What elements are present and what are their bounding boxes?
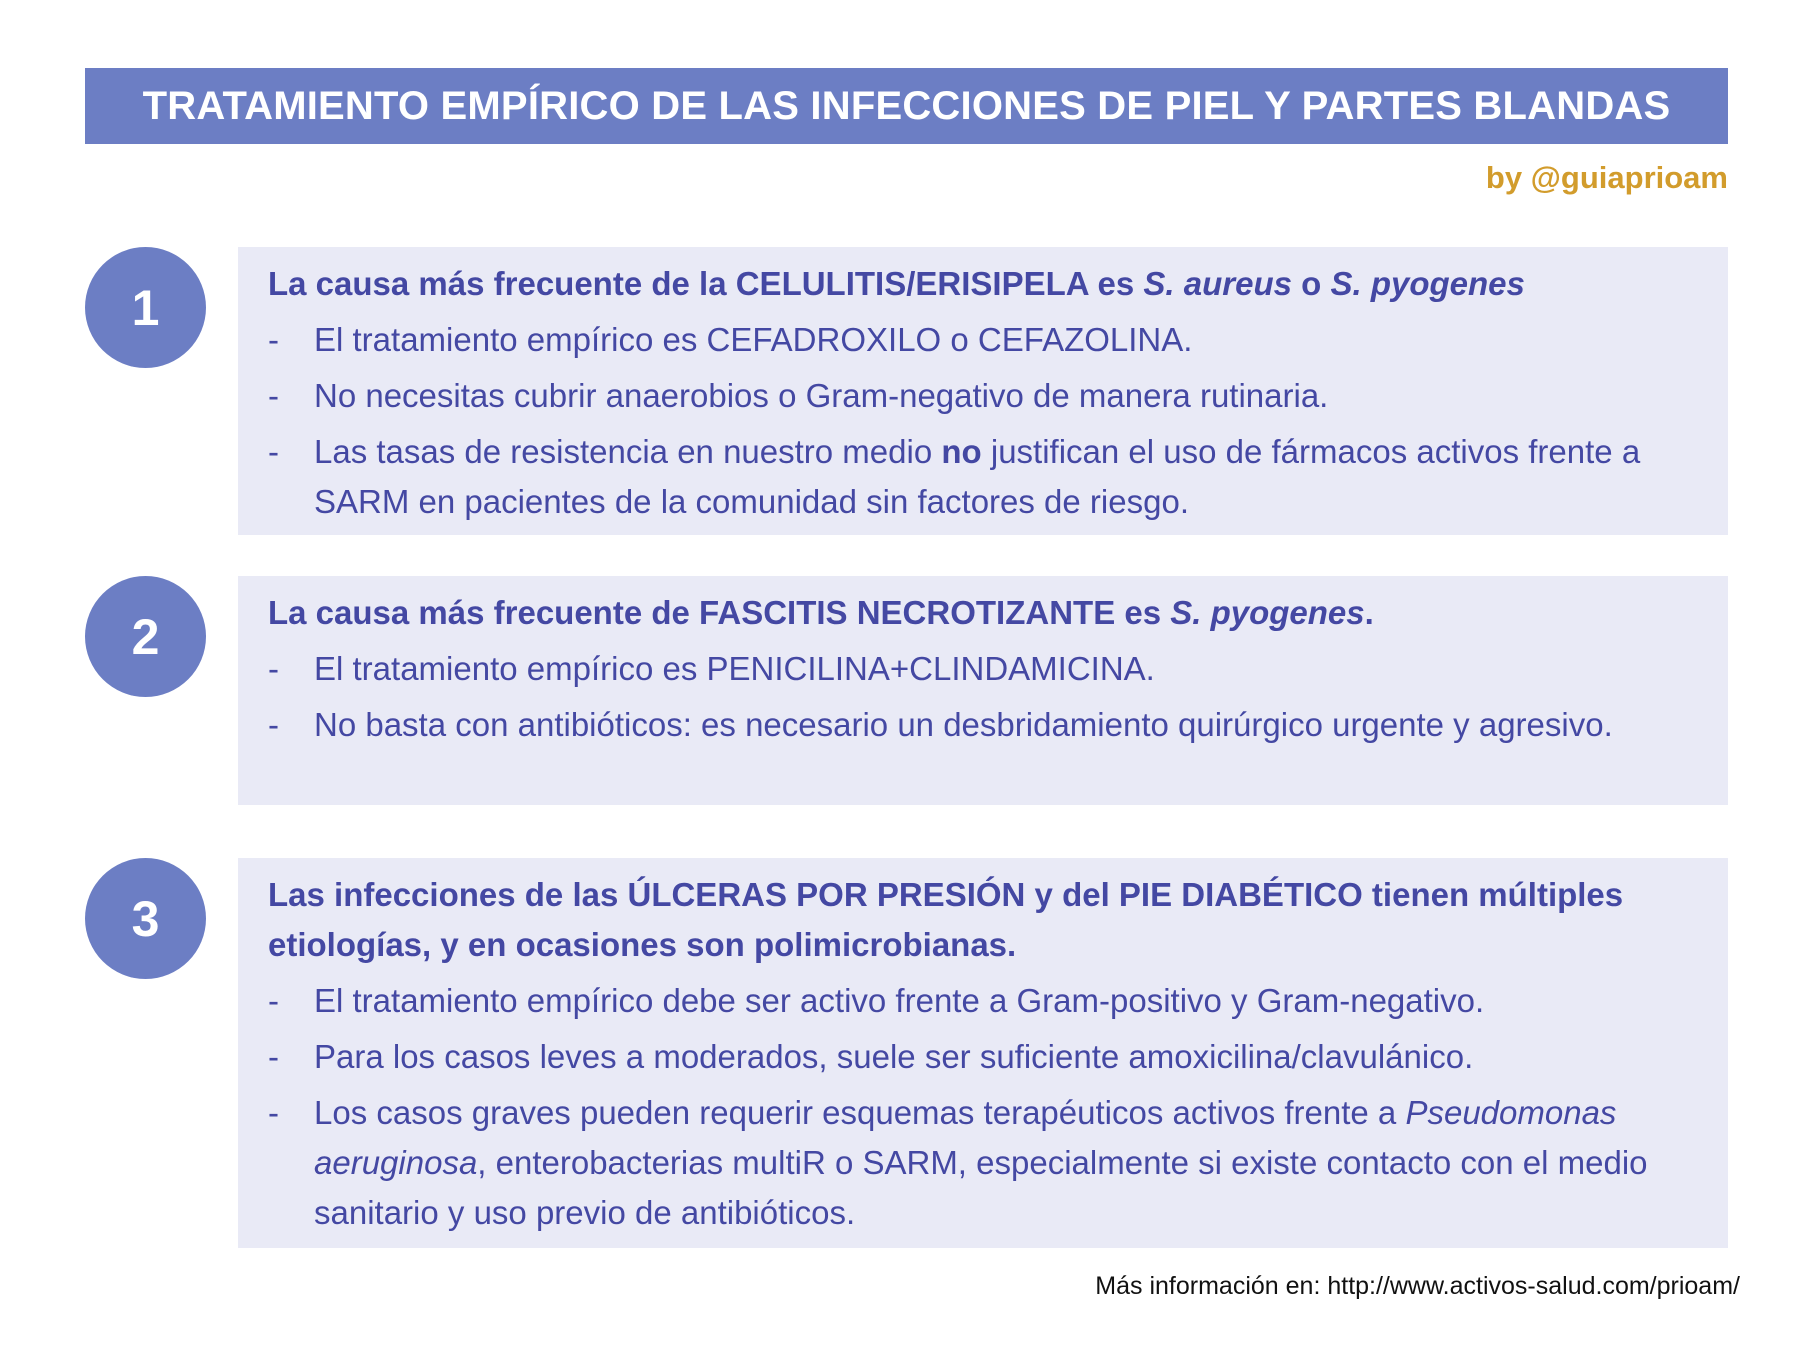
bullet-list [268,644,1704,750]
bullet-list [268,315,1704,527]
list-item: - Las tasas de resistencia en nuestro medio no justifican el uso de fármacos activos frente a SARM en pacientes de la comunidad sin factores de riesgo. [268,433,1641,520]
section-number-badge: 1 [85,247,206,368]
list-item: - No basta con antibióticos: es necesario un desbridamiento quirúrgico urgente y agresivo. [268,706,1613,743]
section-heading: La causa más frecuente de la CELULITIS/ERISIPELA es S. aureus o S. pyogenes [268,265,1525,302]
list-item: - Los casos graves pueden requerir esquemas terapéuticos activos frente a Pseudomonas aeruginosa, enterobacterias multiR o SARM, especialmente si existe contacto con el medio sanitario y uso previo de antibióticos. [268,1094,1648,1231]
bullet-list [268,976,1704,1238]
page-title: TRATAMIENTO EMPÍRICO DE LAS INFECCIONES DE PIEL Y PARTES BLANDAS [85,68,1728,144]
section-number-badge: 2 [85,576,206,697]
section-box-3 [238,858,1728,1248]
byline: by @guiaprioam [1485,160,1728,195]
footer-link-text: Más información en: http://www.activos-salud.com/prioam/ [1095,1272,1740,1300]
section-number-badge: 3 [85,858,206,979]
section-heading: La causa más frecuente de FASCITIS NECROTIZANTE es S. pyogenes. [268,594,1374,631]
list-item: - Para los casos leves a moderados, suele ser suficiente amoxicilina/clavulánico. [268,1038,1474,1075]
list-item: - El tratamiento empírico es CEFADROXILO o CEFAZOLINA. [268,321,1193,358]
section-box-1 [238,247,1728,535]
section-heading: Las infecciones de las ÚLCERAS POR PRESIÓN y del PIE DIABÉTICO tienen múltiples etiologías, y en ocasiones son polimicrobianas. [268,876,1624,963]
list-item: - El tratamiento empírico debe ser activo frente a Gram-positivo y Gram-negativo. [268,982,1485,1019]
list-item: - No necesitas cubrir anaerobios o Gram-negativo de manera rutinaria. [268,377,1329,414]
list-item: - El tratamiento empírico es PENICILINA+CLINDAMICINA. [268,650,1155,687]
section-box-2 [238,576,1728,805]
